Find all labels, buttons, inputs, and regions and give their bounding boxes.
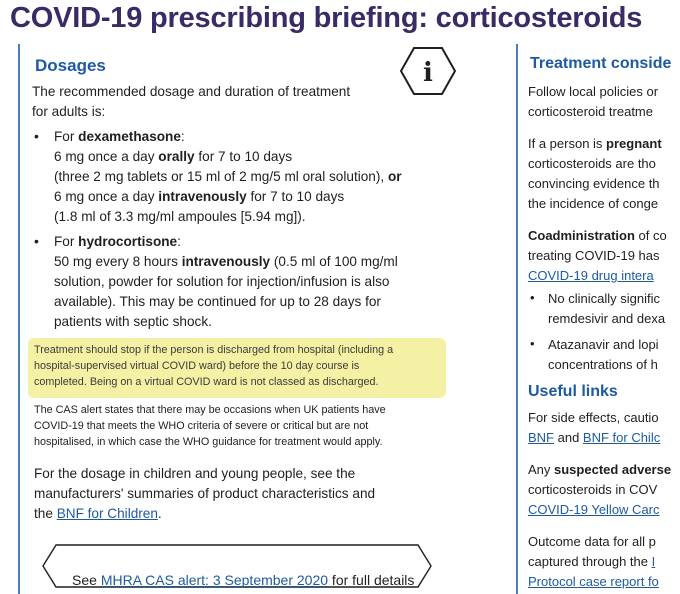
bullet-dot: • (34, 233, 39, 249)
right-line: captured through the I (528, 554, 656, 569)
stop-line: Treatment should stop if the person is discharged from hospital (including a (34, 344, 394, 356)
children-line: the BNF for Children. (34, 506, 162, 521)
dosages-heading: Dosages (35, 56, 106, 75)
dex-line: (1.8 ml of 3.3 mg/ml ampoules [5.94 mg]). (54, 209, 306, 224)
right-line: No clinically signific (548, 291, 660, 306)
isaric-link[interactable]: I (651, 554, 656, 569)
right-line: For side effects, cautio (528, 410, 659, 425)
right-line: corticosteroid treatme (528, 104, 653, 119)
hc-title: For hydrocortisone: (54, 234, 181, 249)
useful-links-heading: Useful links (528, 383, 618, 400)
treatment-column (516, 44, 680, 594)
cas-line: hospitalised, in which case the WHO guidance for treatment would apply. (34, 436, 383, 448)
treatment-heading: Treatment conside (530, 55, 672, 72)
right-line: remdesivir and dexa (548, 311, 666, 326)
cas-line: The CAS alert states that there may be occasions when UK patients have (34, 404, 386, 416)
info-icon (400, 46, 456, 96)
right-line: Outcome data for all p (528, 534, 656, 549)
intro-line: The recommended dosage and duration of treatment (32, 84, 351, 99)
children-line: For the dosage in children and young people, see the (34, 466, 356, 481)
right-line: corticosteroids in COV (528, 482, 658, 497)
yellow-card-link[interactable]: COVID-19 Yellow Carc (528, 502, 660, 517)
right-line: corticosteroids are tho (528, 156, 656, 171)
mhra-cas-link[interactable]: MHRA CAS alert: 3 September 2020 (100, 572, 329, 588)
hc-line: available). This may be continued for up to 28 days for (54, 294, 381, 309)
drug-interactions-link[interactable]: COVID-19 drug intera (528, 268, 654, 283)
cas-line: COVID-19 that meets the WHO criteria of severe or critical but are not (34, 420, 369, 432)
hc-line: solution, powder for solution for injection/infusion is also (54, 274, 390, 289)
right-line: Atazanavir and lopi (548, 337, 659, 352)
dex-line: 6 mg once a day intravenously for 7 to 10 days (54, 189, 345, 204)
right-line: Coadministration of co (528, 228, 667, 243)
see-cas-text: See MHRA CAS alert: 3 September 2020 for full details (72, 572, 415, 588)
bnf-link[interactable]: BNF (528, 430, 554, 445)
dex-line: 6 mg once a day orally for 7 to 10 days (54, 149, 293, 164)
right-line: convincing evidence th (528, 176, 660, 191)
bullet-dot: • (34, 128, 39, 144)
stop-line: hospital-supervised virtual COVID ward) before the 10 day course is (34, 360, 360, 372)
intro-line: for adults is: (32, 104, 106, 119)
right-line: If a person is pregnant (528, 136, 662, 151)
right-line: the incidence of conge (528, 196, 659, 211)
hc-line: patients with septic shock. (54, 314, 212, 329)
see-cas-box (42, 544, 432, 588)
stop-line: completed. Being on a virtual COVID ward is not classed as discharged. (34, 376, 379, 388)
bnf-children-link[interactable]: BNF for Chilc (582, 430, 661, 445)
page-title: COVID-19 prescribing briefing: corticosteroids (10, 2, 643, 34)
right-line: treating COVID-19 has (528, 248, 660, 263)
bnf-children-link[interactable]: BNF for Children (56, 506, 158, 521)
protocol-link[interactable]: Protocol case report fo (528, 574, 659, 589)
right-line: Follow local policies or (528, 84, 659, 99)
bullet-dot: • (530, 336, 535, 351)
hc-line: 50 mg every 8 hours intravenously (0.5 ml of 100 mg/ml (54, 254, 398, 269)
right-line: Any suspected adverse (528, 462, 672, 477)
dosages-column (18, 44, 450, 594)
bullet-dot: • (530, 290, 535, 305)
children-line: manufacturers' summaries of product characteristics and (34, 486, 376, 501)
right-line: concentrations of h (548, 357, 658, 372)
dex-line: (three 2 mg tablets or 15 ml of 2 mg/5 ml oral solution), or (54, 169, 402, 184)
info-glyph: i (423, 58, 433, 88)
right-line: BNF and BNF for Chilc (528, 430, 661, 445)
dex-title: For dexamethasone: (54, 129, 185, 144)
